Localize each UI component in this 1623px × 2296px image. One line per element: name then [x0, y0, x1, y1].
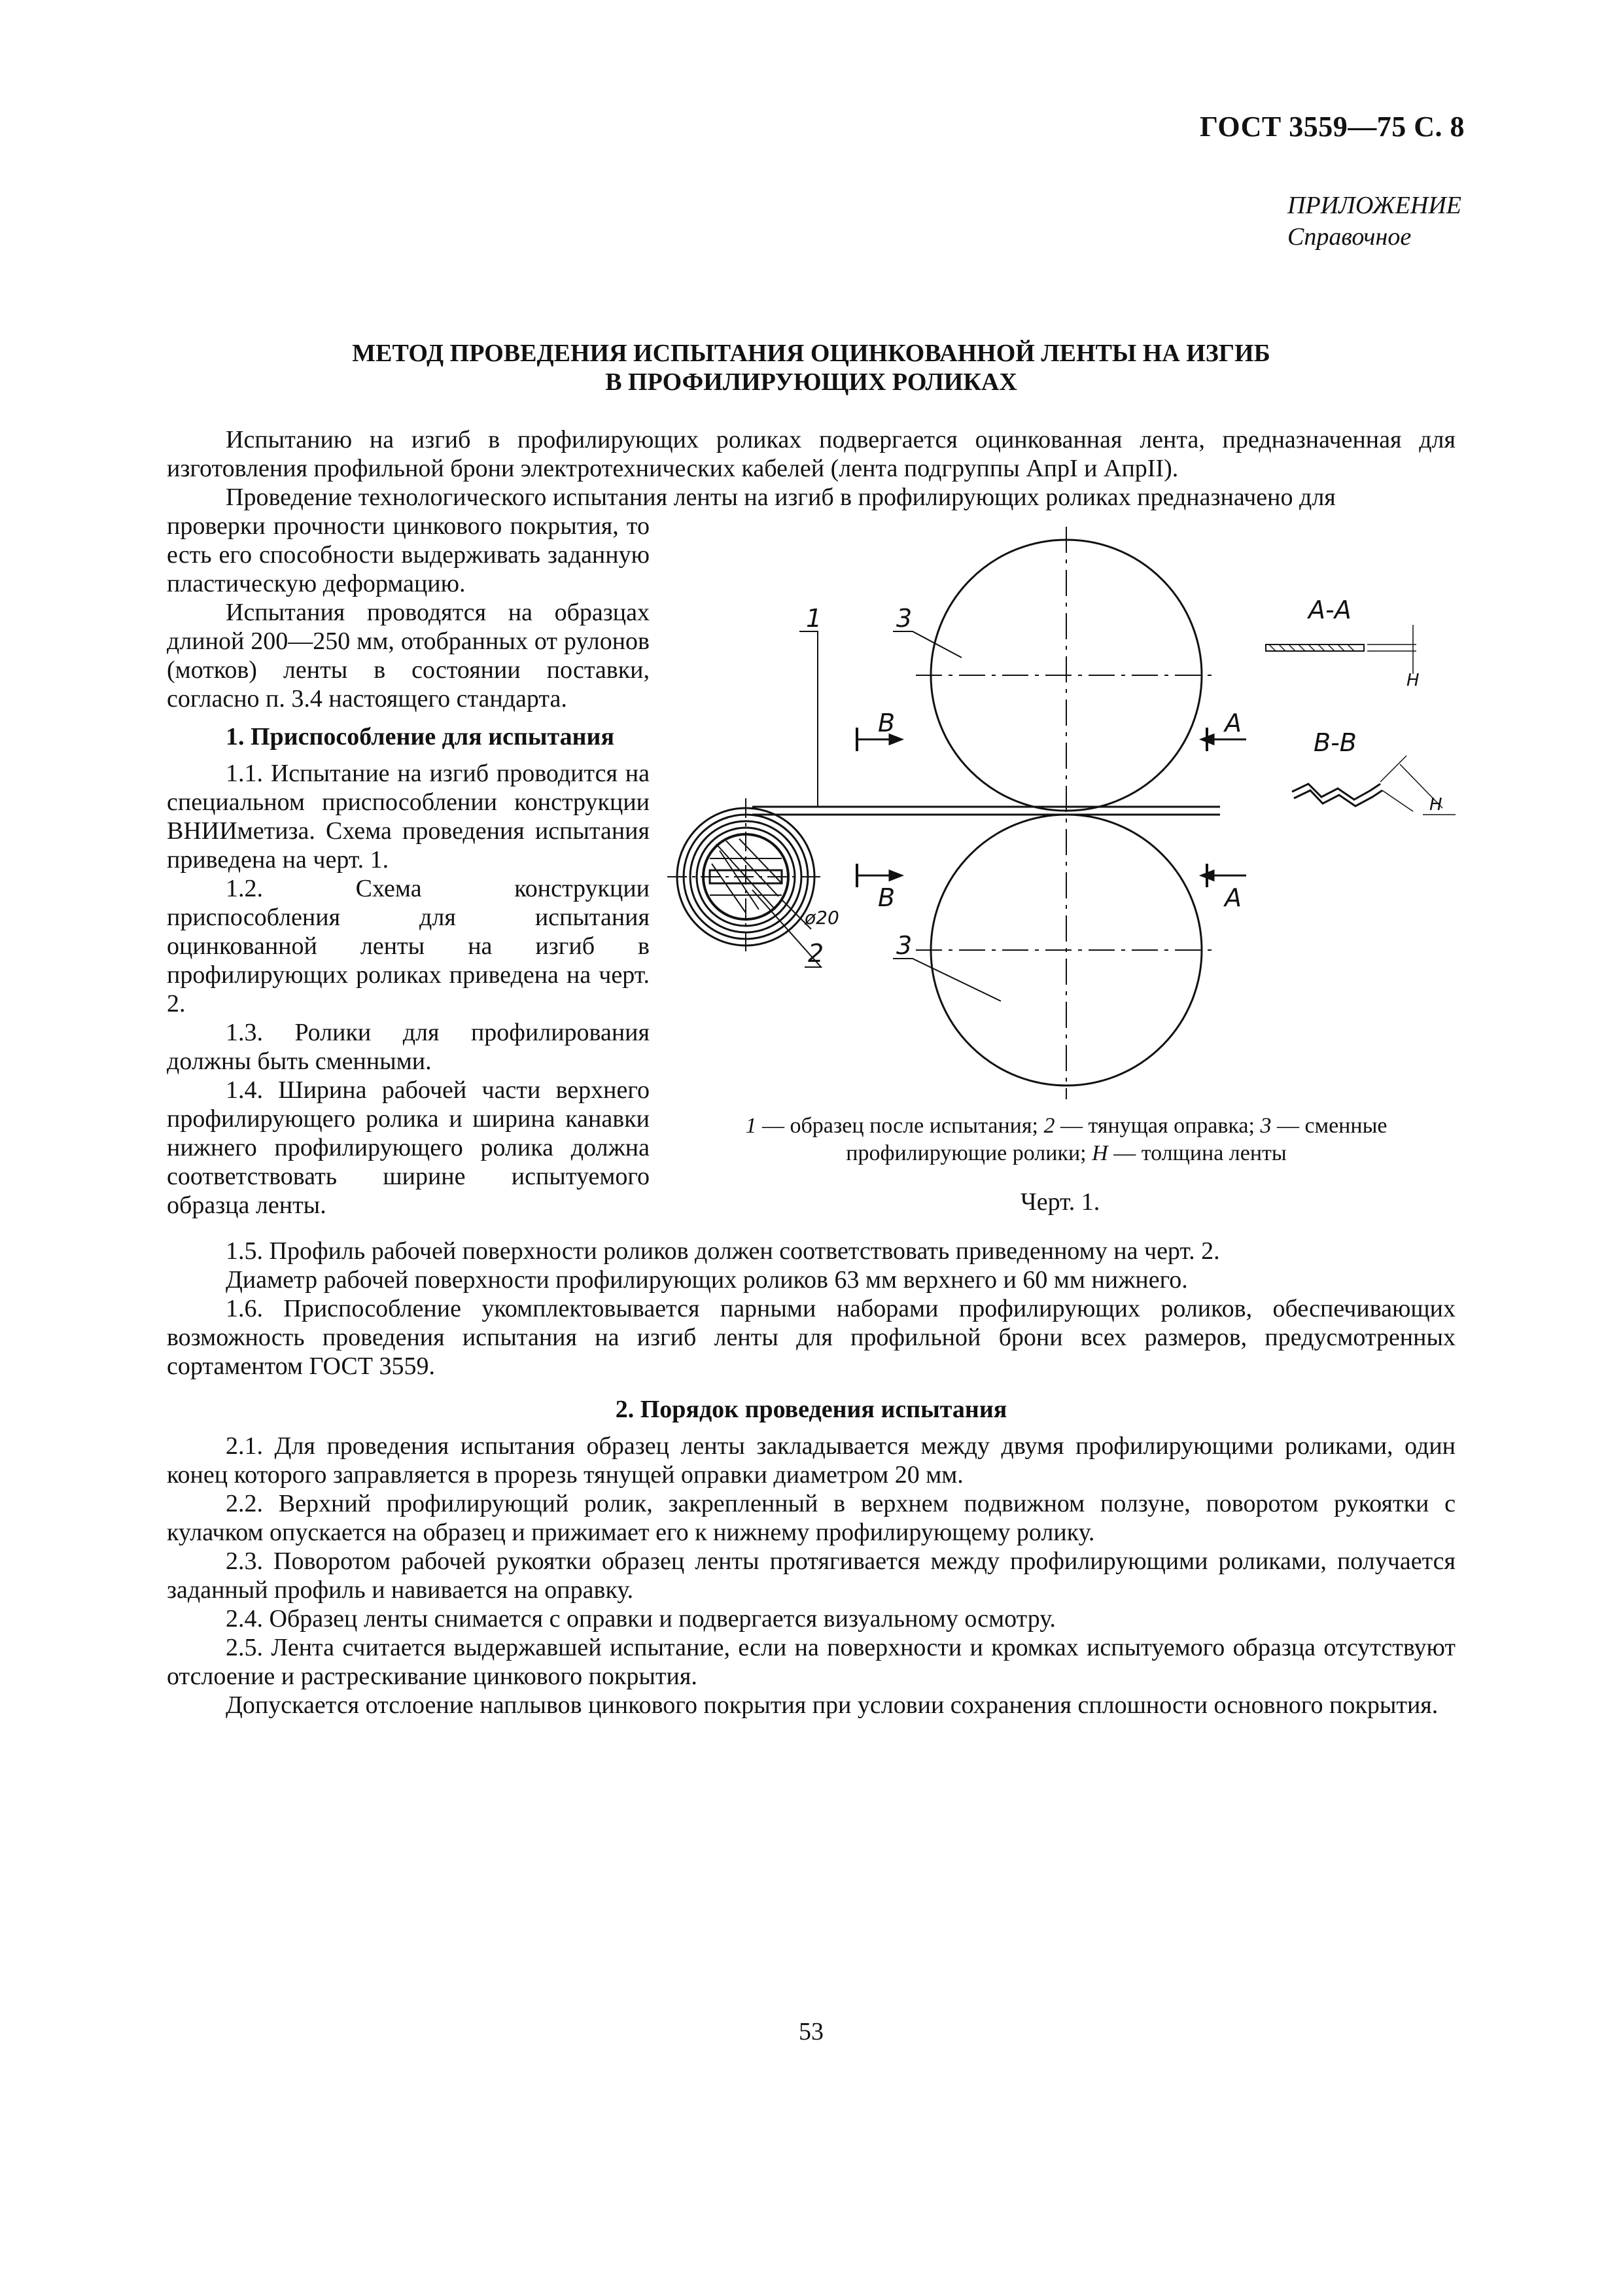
document-header: ГОСТ 3559—75 С. 8 [1199, 111, 1465, 143]
paragraph-2-1: 2.1. Для проведения испытания образец ленты закладывается между двумя профилирующими роликами, один конец которого заправляется в прорезь тянущей оправки диаметром 20 мм. [167, 1432, 1456, 1489]
paragraph-2-3: 2.3. Поворотом рабочей рукоятки образец ленты протягивается между профилирующими роликами, получается заданный профиль и навивается на оправку. [167, 1547, 1456, 1604]
title-line-1: МЕТОД ПРОВЕДЕНИЯ ИСПЫТАНИЯ ОЦИНКОВАННОЙ ЛЕНТЫ НА ИЗГИБ [352, 340, 1270, 367]
intro-paragraph-2-cont: проверки прочности цинкового покрытия, то есть его способности выдерживать заданную пластическую деформацию. [167, 512, 650, 597]
intro-paragraph-2-start: Проведение технологического испытания ленты на изгиб в профилирующих роликах предназначено для [226, 484, 1336, 511]
figure-label: Черт. 1. [1021, 1188, 1100, 1216]
paragraph-diameter: Диаметр рабочей поверхности профилирующих роликов 63 мм верхнего и 60 мм нижнего. [226, 1266, 1188, 1294]
label-b-bot: В [878, 883, 896, 912]
appendix-title: ПРИЛОЖЕНИЕ [1287, 192, 1461, 219]
paragraph-last: Допускается отслоение наплывов цинкового покрытия при условии сохранения сплошности основного покрытия. [226, 1691, 1439, 1719]
label-3-top: 3 [896, 604, 913, 633]
paragraph-1-3: 1.3. Ролики для профилирования должны быть сменными. [167, 1019, 650, 1075]
label-1: 1 [806, 604, 822, 633]
page-number: 53 [799, 2018, 824, 2045]
label-h-aa: Н [1406, 671, 1420, 690]
paragraph-1-1: 1.1. Испытание на изгиб проводится на специальном приспособлении конструкции ВНИИметиза. Схема проведения испытания приведена на черт. 1. [167, 760, 650, 874]
label-2: 2 [808, 939, 824, 968]
paragraph-2-2: 2.2. Верхний профилирующий ролик, закрепленный в верхнем подвижном ползуне, поворотом рукоятки с кулачком опускается на образец и прижимает его к нижнему профилирующему ролику. [167, 1490, 1456, 1546]
label-3-bot: 3 [896, 931, 913, 960]
paragraph-samples: Испытания проводятся на образцах длиной 200—250 мм, отобранных от рулонов (мотков) ленты в состоянии поставки, согласно п. 3.4 настоящего стандарта. [167, 599, 650, 713]
label-a-bot: А [1225, 883, 1242, 912]
paragraph-1-4: 1.4. Ширина рабочей части верхнего профилирующего ролика и ширина канавки нижнего профилирующего ролика должна соответствовать ширине испытуемого образца ленты. [167, 1076, 650, 1219]
figure-caption: 1 — образец после испытания; 2 — тянущая оправка; 3 — сменные профилирующие ролики; Н — толщина ленты [745, 1114, 1387, 1165]
label-section-bb: В-В [1314, 728, 1357, 757]
label-h-bb: Н [1429, 795, 1442, 815]
section-1-heading: 1. Приспособление для испытания [226, 723, 615, 751]
paragraph-2-5: 2.5. Лента считается выдержавшей испытание, если на поверхности и кромках испытуемого образца отсутствуют отслоение и растрескивание цинкового покрытия. [167, 1634, 1456, 1690]
label-diameter: ø20 [805, 907, 839, 928]
mandrel-coil [667, 798, 824, 955]
label-b-top: В [878, 709, 896, 737]
intro-paragraph-1: Испытанию на изгиб в профилирующих роликах подвергается оцинкованная лента, предназначенная для изготовления профильной брони электротехнических кабелей (лента подгруппы АпрI и АпрII). [167, 426, 1456, 482]
label-section-aa: А-А [1308, 595, 1352, 624]
paragraph-1-5: 1.5. Профиль рабочей поверхности роликов должен соответствовать приведенному на черт. 2. [226, 1237, 1220, 1265]
section-2-heading: 2. Порядок проведения испытания [615, 1396, 1007, 1423]
paragraph-2-4: 2.4. Образец ленты снимается с оправки и подвергается визуальному осмотру. [226, 1605, 1056, 1633]
section-bb-profile [1292, 784, 1382, 806]
figure-1-drawing [0, 0, 1623, 1112]
paragraph-1-6: 1.6. Приспособление укомплектовывается парными наборами профилирующих роликов, обеспечивающих возможность проведения испытания на изгиб ленты для профильной брони всех размеров, предусмотренных сортаментом ГОСТ 3559. [167, 1295, 1456, 1380]
appendix-type: Справочное [1287, 223, 1412, 251]
body-block [167, 1237, 1456, 1720]
label-a-top: А [1225, 709, 1242, 737]
paragraph-1-2: 1.2. Схема конструкции приспособления для испытания оцинкованной ленты на изгиб в профилирующих роликах приведена на черт. 2. [167, 875, 650, 1017]
title-line-2: В ПРОФИЛИРУЮЩИХ РОЛИКАХ [605, 368, 1017, 396]
